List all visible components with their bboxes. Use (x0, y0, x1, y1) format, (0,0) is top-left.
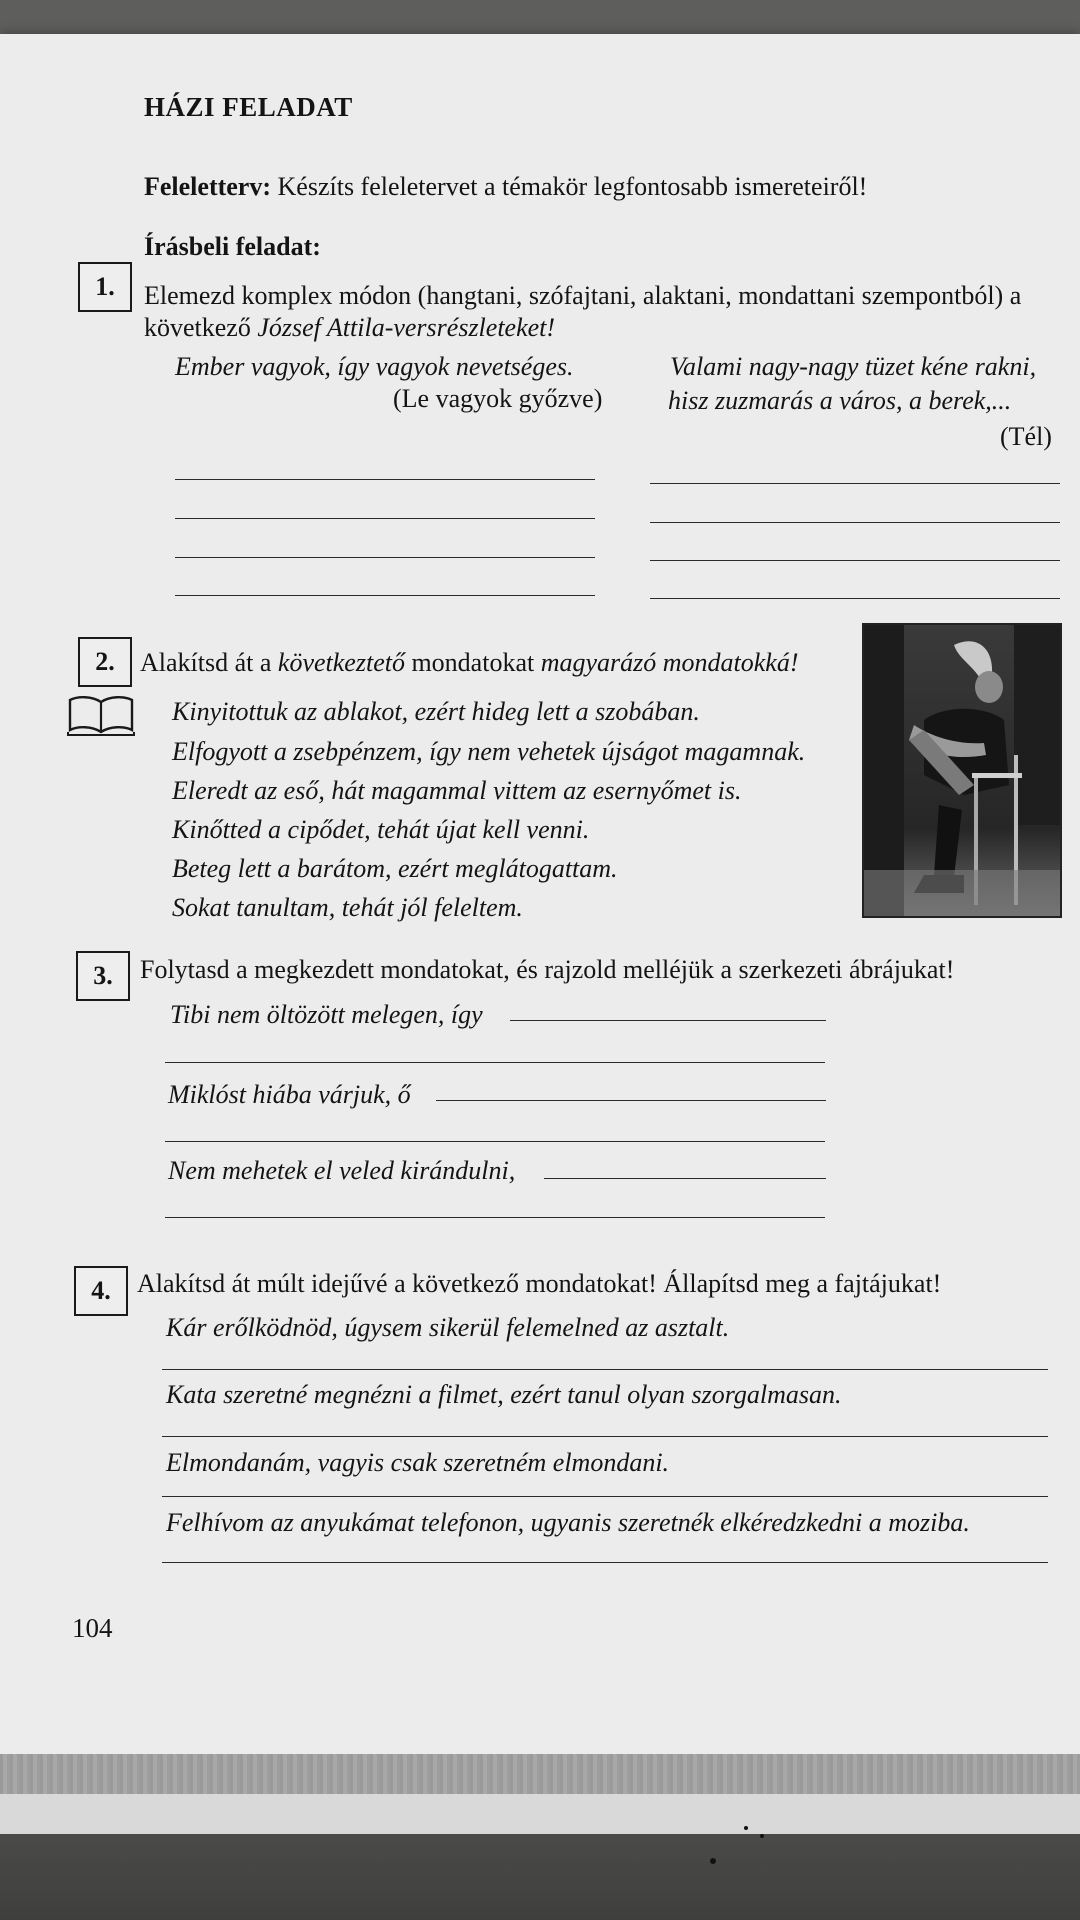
answer-line[interactable] (544, 1178, 826, 1179)
answer-line[interactable] (162, 1496, 1048, 1497)
task-2-sentence: Elfogyott a zsebpénzem, így nem vehetek újságot magamnak. (172, 737, 806, 766)
answer-line[interactable] (175, 518, 595, 519)
answer-line[interactable] (175, 479, 595, 480)
task-3-prompt: Miklóst hiába várjuk, ő (168, 1080, 411, 1109)
task-2-sentence: Beteg lett a barátom, ezért meglátogattam. (172, 854, 618, 883)
answer-line[interactable] (162, 1436, 1048, 1437)
answer-line[interactable] (436, 1100, 826, 1101)
answer-line[interactable] (165, 1217, 825, 1218)
feleletterv-text: Készíts feleletervet a témakör legfontosabb ismereteiről! (277, 172, 868, 201)
task-2-intro-italic1: következtető (277, 648, 405, 677)
task-2-sentence: Kinyitottuk az ablakot, ezért hideg lett a szobában. (172, 697, 700, 726)
page-bottom-margin (0, 1794, 1080, 1834)
task-4-sentence: Kata szeretné megnézni a filmet, ezért tanul olyan szorgalmasan. (166, 1380, 842, 1409)
poem-left-source: (Le vagyok győzve) (393, 384, 603, 413)
task-2-instruction (140, 648, 799, 678)
task-2-number: 2. (78, 637, 132, 687)
poem-right-line2: hisz zuzmarás a város, a berek,... (668, 386, 1012, 415)
answer-line[interactable] (650, 483, 1060, 484)
dust-speck (744, 1826, 748, 1830)
written-task-heading: Írásbeli feladat: (144, 232, 321, 261)
task-4-number: 4. (74, 1266, 128, 1316)
dust-speck (710, 1858, 716, 1864)
answer-line[interactable] (650, 522, 1060, 523)
task-1-number: 1. (78, 262, 132, 312)
task-1-line2-text: következő (144, 313, 258, 342)
answer-line[interactable] (175, 595, 595, 596)
task-3-number: 3. (76, 951, 130, 1001)
task-2-sentence: Sokat tanultam, tehát jól feleltem. (172, 893, 523, 922)
answer-line[interactable] (162, 1369, 1048, 1370)
task-4-instruction: Alakítsd át múlt idejűvé a következő mondatokat! Állapítsd meg a fajtájukat! (137, 1269, 942, 1298)
answer-line[interactable] (165, 1141, 825, 1142)
dust-speck (760, 1834, 764, 1838)
answer-line[interactable] (162, 1562, 1048, 1563)
task-1-instruction-line1: Elemezd komplex módon (hangtani, szófajtani, alaktani, mondattani szempontból) a (144, 281, 1022, 310)
poem-right-line1: Valami nagy-nagy tüzet kéne rakni, (670, 352, 1037, 381)
task-4-sentence: Kár erőlködnöd, úgysem sikerül felemelned az asztalt. (166, 1313, 730, 1342)
answer-line[interactable] (650, 560, 1060, 561)
photo-image (864, 625, 1060, 916)
feleletterv-row (144, 172, 867, 202)
poem-left-line: Ember vagyok, így vagyok nevetséges. (175, 352, 574, 381)
poem-right-source: (Tél) (1000, 422, 1052, 451)
answer-line[interactable] (510, 1020, 826, 1021)
task-2-intro-italic2: magyarázó mondatokká! (540, 648, 799, 677)
answer-line[interactable] (175, 557, 595, 558)
photo-person-on-chair (862, 623, 1062, 918)
task-2-sentence: Kinőtted a cipődet, tehát újat kell venni. (172, 815, 590, 844)
answer-line[interactable] (165, 1062, 825, 1063)
task-2-intro-pre: Alakítsd át a (140, 648, 278, 677)
task-1-line2-italic: József Attila-versrészleteket! (257, 313, 556, 342)
page-number: 104 (72, 1613, 113, 1643)
task-4-sentence: Elmondanám, vagyis csak szeretném elmondani. (166, 1448, 670, 1477)
task-3-prompt: Tibi nem öltözött melegen, így (170, 1000, 483, 1029)
task-3-prompt: Nem mehetek el veled kirándulni, (168, 1156, 516, 1185)
answer-line[interactable] (650, 598, 1060, 599)
task-2-sentence: Eleredt az eső, hát magammal vittem az esernyőmet is. (172, 776, 742, 805)
feleletterv-label: Feleletterv: (144, 172, 272, 201)
task-4-sentence: Felhívom az anyukámat telefonon, ugyanis szeretnék elkéredzkedni a moziba. (166, 1508, 970, 1537)
task-1-instruction-line2 (144, 313, 555, 343)
task-3-instruction: Folytasd a megkezdett mondatokat, és rajzold melléjük a szerkezeti ábrájukat! (140, 955, 955, 984)
page-title: HÁZI FELADAT (144, 92, 353, 122)
task-2-intro-mid: mondatokat (404, 648, 541, 677)
open-book-icon (66, 694, 136, 738)
